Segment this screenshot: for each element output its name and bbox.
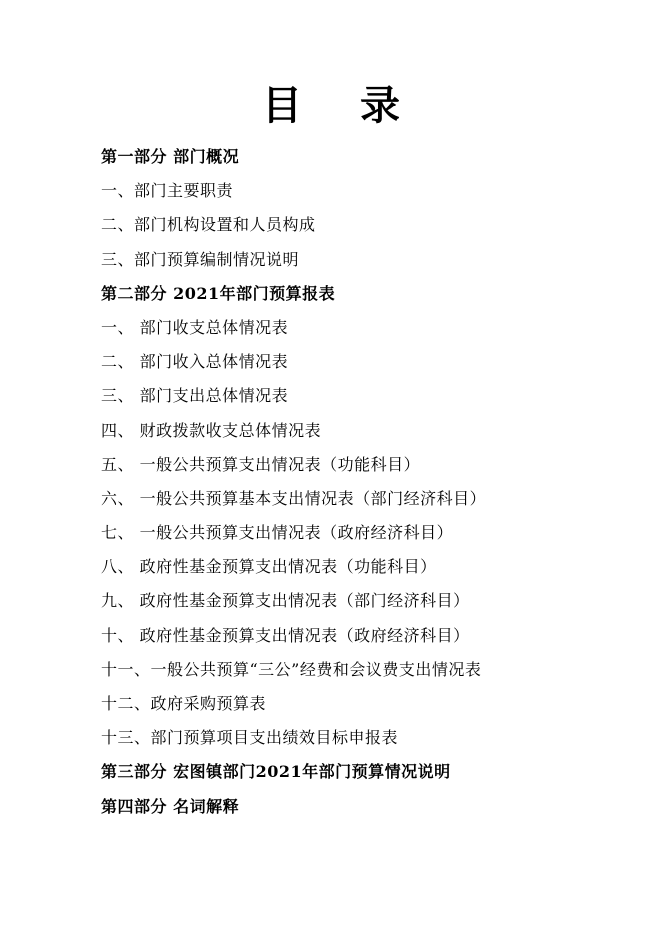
toc-entry: 三、部门预算编制情况说明 <box>101 249 300 269</box>
toc-entry: 九、 政府性基金预算支出情况表（部门经济科目） <box>101 591 470 611</box>
toc-part-heading: 第四部分 名词解释 <box>101 796 240 816</box>
table-of-contents <box>101 140 641 824</box>
toc-part-heading: 第三部分 宏图镇部门2021年部门预算情况说明 <box>101 762 451 782</box>
toc-entry: 十二、政府采购预算表 <box>101 694 267 713</box>
toc-entry: 十、 政府性基金预算支出情况表（政府经济科目） <box>101 625 470 645</box>
toc-entry: 四、 财政拨款收支总体情况表 <box>101 420 322 440</box>
toc-part-heading: 第一部分 部门概况 <box>101 147 240 166</box>
page-title: 目 录 <box>262 82 422 129</box>
toc-entry: 八、 政府性基金预算支出情况表（功能科目） <box>101 557 437 577</box>
toc-part-heading: 第二部分 2021年部门预算报表 <box>101 283 336 303</box>
toc-entry: 五、 一般公共预算支出情况表（功能科目） <box>101 454 421 474</box>
toc-entry: 二、 部门收入总体情况表 <box>101 352 289 372</box>
toc-entry: 十三、部门预算项目支出绩效目标申报表 <box>101 728 399 748</box>
toc-entry: 六、 一般公共预算基本支出情况表（部门经济科目） <box>101 488 487 508</box>
toc-entry: 一、 部门收支总体情况表 <box>101 317 289 337</box>
toc-entry: 二、部门机构设置和人员构成 <box>101 215 316 235</box>
toc-entry: 七、 一般公共预算支出情况表（政府经济科目） <box>101 523 454 543</box>
toc-entry: 三、 部门支出总体情况表 <box>101 386 289 406</box>
toc-entry: 十一、一般公共预算“三公”经费和会议费支出情况表 <box>101 659 482 679</box>
toc-entry: 一、部门主要职责 <box>101 181 234 201</box>
